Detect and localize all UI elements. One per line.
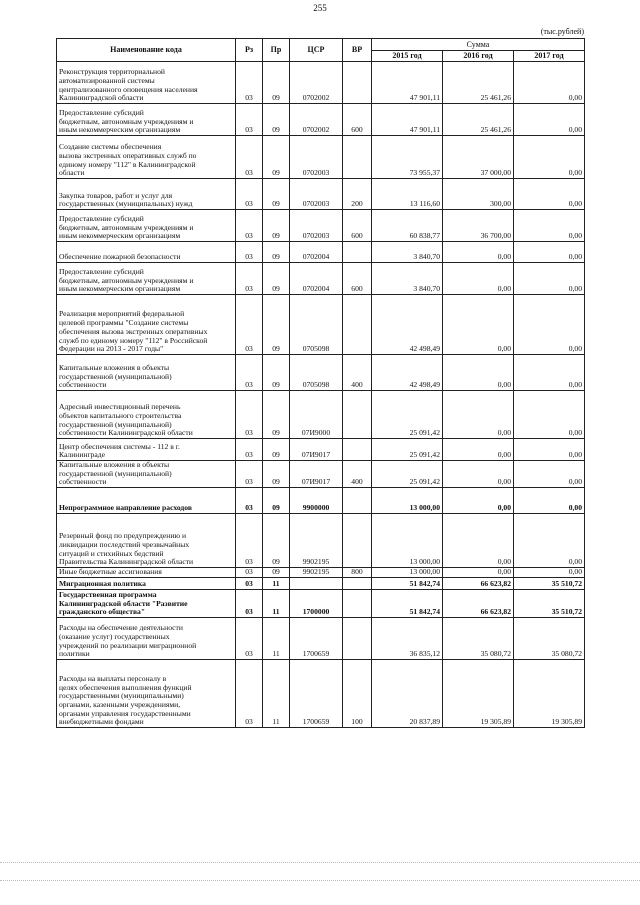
cell-name: Реализация мероприятий федеральной целевой программы "Создание системы обеспечения вызова экстренных оперативных служб по единому номеру "112" в Российской Федерации на 2013 - 2017 годы" <box>57 295 236 355</box>
table-header <box>57 39 585 62</box>
cell-2017: 0,00 <box>514 263 585 295</box>
table-row <box>57 568 585 578</box>
cell-2017: 0,00 <box>514 104 585 136</box>
cell-vr <box>343 439 372 461</box>
cell-pr: 09 <box>263 355 290 391</box>
cell-2015: 13 000,00 <box>372 514 443 568</box>
cell-rz: 03 <box>236 210 263 242</box>
cell-rz: 03 <box>236 136 263 179</box>
cell-vr <box>343 590 372 618</box>
cell-csr: 9900000 <box>290 488 343 514</box>
cell-pr: 09 <box>263 461 290 488</box>
cell-name: Расходы на обеспечение деятельности (оказание услуг) государственных учреждений по реализации миграционной политики <box>57 618 236 660</box>
cell-2017: 0,00 <box>514 391 585 439</box>
cell-pr: 09 <box>263 242 290 263</box>
cell-csr: 07И9000 <box>290 391 343 439</box>
cell-2016: 0,00 <box>443 568 514 578</box>
cell-rz: 03 <box>236 62 263 104</box>
cell-pr: 09 <box>263 136 290 179</box>
cell-2017: 19 305,89 <box>514 660 585 728</box>
cell-pr: 09 <box>263 295 290 355</box>
cell-2017: 0,00 <box>514 136 585 179</box>
cell-vr: 100 <box>343 660 372 728</box>
cell-2015: 51 842,74 <box>372 578 443 590</box>
cell-2015: 13 000,00 <box>372 488 443 514</box>
cell-vr <box>343 514 372 568</box>
cell-name: Создание системы обеспечения вызова экстренных оперативных служб по единому номеру "112" в Калининградской области <box>57 136 236 179</box>
cell-name: Адресный инвестиционный перечень объектов капитального строительства государственной (муниципальной) собственности Калининградской области <box>57 391 236 439</box>
table-row <box>57 355 585 391</box>
cell-2016: 0,00 <box>443 263 514 295</box>
cell-name: Иные бюджетные ассигнования <box>57 568 236 578</box>
cell-2016: 25 461,26 <box>443 62 514 104</box>
page-number: 255 <box>313 3 327 13</box>
cell-vr: 600 <box>343 263 372 295</box>
table-row <box>57 590 585 618</box>
cell-vr: 400 <box>343 355 372 391</box>
cell-rz: 03 <box>236 514 263 568</box>
cell-name: Обеспечение пожарной безопасности <box>57 242 236 263</box>
cell-2015: 51 842,74 <box>372 590 443 618</box>
cell-rz: 03 <box>236 568 263 578</box>
header-pr: Пр <box>263 39 290 62</box>
cell-name: Государственная программа Калининградской области "Развитие гражданского общества" <box>57 590 236 618</box>
cell-csr: 9902195 <box>290 568 343 578</box>
cell-rz: 03 <box>236 461 263 488</box>
cell-2016: 35 080,72 <box>443 618 514 660</box>
cell-vr: 600 <box>343 104 372 136</box>
header-2017: 2017 год <box>514 51 585 62</box>
cell-2017: 0,00 <box>514 62 585 104</box>
cell-2016: 0,00 <box>443 355 514 391</box>
cell-rz: 03 <box>236 578 263 590</box>
table-row <box>57 62 585 104</box>
cell-csr: 1700659 <box>290 660 343 728</box>
cell-2017: 0,00 <box>514 242 585 263</box>
cell-pr: 09 <box>263 568 290 578</box>
cell-2016: 0,00 <box>443 514 514 568</box>
cell-vr <box>343 488 372 514</box>
cell-vr: 600 <box>343 210 372 242</box>
cell-2017: 0,00 <box>514 355 585 391</box>
cell-2016: 25 461,26 <box>443 104 514 136</box>
cell-2015: 25 091,42 <box>372 461 443 488</box>
cell-rz: 03 <box>236 590 263 618</box>
cell-2017: 0,00 <box>514 488 585 514</box>
cell-csr: 0705098 <box>290 355 343 391</box>
cell-rz: 03 <box>236 242 263 263</box>
cell-vr <box>343 242 372 263</box>
cell-pr: 09 <box>263 104 290 136</box>
cell-pr: 09 <box>263 179 290 210</box>
cell-vr <box>343 295 372 355</box>
cell-name: Закупка товаров, работ и услуг для государственных (муниципальных) нужд <box>57 179 236 210</box>
cell-2016: 66 623,82 <box>443 578 514 590</box>
table-row <box>57 461 585 488</box>
cell-vr <box>343 618 372 660</box>
table-row <box>57 104 585 136</box>
cell-pr: 09 <box>263 210 290 242</box>
cell-2016: 0,00 <box>443 461 514 488</box>
cell-pr: 09 <box>263 514 290 568</box>
cell-vr <box>343 578 372 590</box>
cell-pr: 09 <box>263 62 290 104</box>
cell-vr: 200 <box>343 179 372 210</box>
cell-2015: 13 116,60 <box>372 179 443 210</box>
table-row <box>57 488 585 514</box>
cell-2016: 37 000,00 <box>443 136 514 179</box>
cell-pr: 09 <box>263 488 290 514</box>
table-row <box>57 136 585 179</box>
cell-2015: 73 955,37 <box>372 136 443 179</box>
cell-pr: 11 <box>263 578 290 590</box>
cell-csr <box>290 578 343 590</box>
table-row <box>57 660 585 728</box>
cell-2016: 0,00 <box>443 439 514 461</box>
header-sum: Сумма <box>372 39 585 51</box>
cell-2015: 13 000,00 <box>372 568 443 578</box>
cell-2017: 0,00 <box>514 439 585 461</box>
cell-2017: 0,00 <box>514 461 585 488</box>
cell-name: Центр обеспечения системы - 112 в г. Калининграде <box>57 439 236 461</box>
cell-vr: 400 <box>343 461 372 488</box>
cell-name: Миграционная политика <box>57 578 236 590</box>
cell-csr: 0705098 <box>290 295 343 355</box>
header-rz: Рз <box>236 39 263 62</box>
cell-rz: 03 <box>236 439 263 461</box>
header-csr: ЦСР <box>290 39 343 62</box>
cell-csr: 07И9017 <box>290 461 343 488</box>
cell-2015: 25 091,42 <box>372 391 443 439</box>
budget-table <box>56 38 585 728</box>
header-2016: 2016 год <box>443 51 514 62</box>
cell-vr <box>343 391 372 439</box>
header-2015: 2015 год <box>372 51 443 62</box>
cell-csr: 0702002 <box>290 62 343 104</box>
cell-name: Расходы на выплаты персоналу в целях обеспечения выполнения функций государственными (муниципальными) органами, казенными учреждениями, органами управления государственными внебюджетными фондами <box>57 660 236 728</box>
scan-artifact-line <box>0 880 640 881</box>
cell-2017: 35 080,72 <box>514 618 585 660</box>
cell-pr: 11 <box>263 618 290 660</box>
cell-csr: 0702004 <box>290 242 343 263</box>
cell-csr: 9902195 <box>290 514 343 568</box>
cell-csr: 07И9017 <box>290 439 343 461</box>
cell-name: Резервный фонд по предупреждению и ликвидации последствий чрезвычайных ситуаций и стихийных бедствий Правительства Калининградской области <box>57 514 236 568</box>
cell-name: Предоставление субсидий бюджетным, автономным учреждениям и иным некоммерческим организациям <box>57 104 236 136</box>
scan-artifact-line <box>0 862 640 863</box>
cell-2016: 0,00 <box>443 242 514 263</box>
cell-name: Предоставление субсидий бюджетным, автономным учреждениям и иным некоммерческим организациям <box>57 263 236 295</box>
cell-2015: 36 835,12 <box>372 618 443 660</box>
cell-csr: 1700000 <box>290 590 343 618</box>
cell-2015: 3 840,70 <box>372 242 443 263</box>
cell-rz: 03 <box>236 488 263 514</box>
cell-2017: 0,00 <box>514 568 585 578</box>
cell-2015: 47 901,11 <box>372 62 443 104</box>
cell-2015: 20 837,89 <box>372 660 443 728</box>
cell-2015: 25 091,42 <box>372 439 443 461</box>
cell-2015: 60 838,77 <box>372 210 443 242</box>
cell-2015: 42 498,49 <box>372 295 443 355</box>
cell-csr: 0702003 <box>290 210 343 242</box>
cell-2017: 0,00 <box>514 210 585 242</box>
cell-pr: 09 <box>263 263 290 295</box>
table-body <box>57 62 585 728</box>
cell-2015: 47 901,11 <box>372 104 443 136</box>
cell-rz: 03 <box>236 263 263 295</box>
cell-2017: 0,00 <box>514 514 585 568</box>
table-row <box>57 295 585 355</box>
cell-rz: 03 <box>236 391 263 439</box>
table-row <box>57 242 585 263</box>
cell-2016: 0,00 <box>443 295 514 355</box>
cell-rz: 03 <box>236 618 263 660</box>
cell-name: Капитальные вложения в объекты государственной (муниципальной) собственности <box>57 461 236 488</box>
cell-2017: 35 510,72 <box>514 578 585 590</box>
cell-rz: 03 <box>236 355 263 391</box>
cell-vr <box>343 62 372 104</box>
cell-rz: 03 <box>236 179 263 210</box>
table-row <box>57 391 585 439</box>
cell-csr: 1700659 <box>290 618 343 660</box>
cell-name: Капитальные вложения в объекты государственной (муниципальной) собственности <box>57 355 236 391</box>
header-vr: ВР <box>343 39 372 62</box>
cell-csr: 0702003 <box>290 136 343 179</box>
cell-name: Предоставление субсидий бюджетным, автономным учреждениям и иным некоммерческим организациям <box>57 210 236 242</box>
cell-vr: 800 <box>343 568 372 578</box>
cell-vr <box>343 136 372 179</box>
cell-rz: 03 <box>236 295 263 355</box>
cell-2016: 36 700,00 <box>443 210 514 242</box>
cell-name: Непрограммное направление расходов <box>57 488 236 514</box>
cell-pr: 09 <box>263 439 290 461</box>
cell-2017: 0,00 <box>514 179 585 210</box>
table-row <box>57 578 585 590</box>
cell-rz: 03 <box>236 104 263 136</box>
table-row <box>57 210 585 242</box>
unit-note: (тыс.рублей) <box>540 27 584 36</box>
cell-csr: 0702003 <box>290 179 343 210</box>
cell-pr: 09 <box>263 391 290 439</box>
cell-csr: 0702004 <box>290 263 343 295</box>
cell-pr: 11 <box>263 660 290 728</box>
cell-rz: 03 <box>236 660 263 728</box>
cell-name: Реконструкция территориальной автоматизированной системы централизованного оповещения населения Калининградской области <box>57 62 236 104</box>
cell-2015: 3 840,70 <box>372 263 443 295</box>
cell-2016: 0,00 <box>443 391 514 439</box>
cell-2017: 35 510,72 <box>514 590 585 618</box>
cell-csr: 0702002 <box>290 104 343 136</box>
table-row <box>57 618 585 660</box>
header-name: Наименование кода <box>57 39 236 62</box>
cell-2016: 66 623,82 <box>443 590 514 618</box>
cell-2015: 42 498,49 <box>372 355 443 391</box>
cell-2017: 0,00 <box>514 295 585 355</box>
table-row <box>57 263 585 295</box>
cell-2016: 300,00 <box>443 179 514 210</box>
cell-pr: 11 <box>263 590 290 618</box>
cell-2016: 19 305,89 <box>443 660 514 728</box>
table-row <box>57 439 585 461</box>
cell-2016: 0,00 <box>443 488 514 514</box>
table-row <box>57 179 585 210</box>
table-row <box>57 514 585 568</box>
